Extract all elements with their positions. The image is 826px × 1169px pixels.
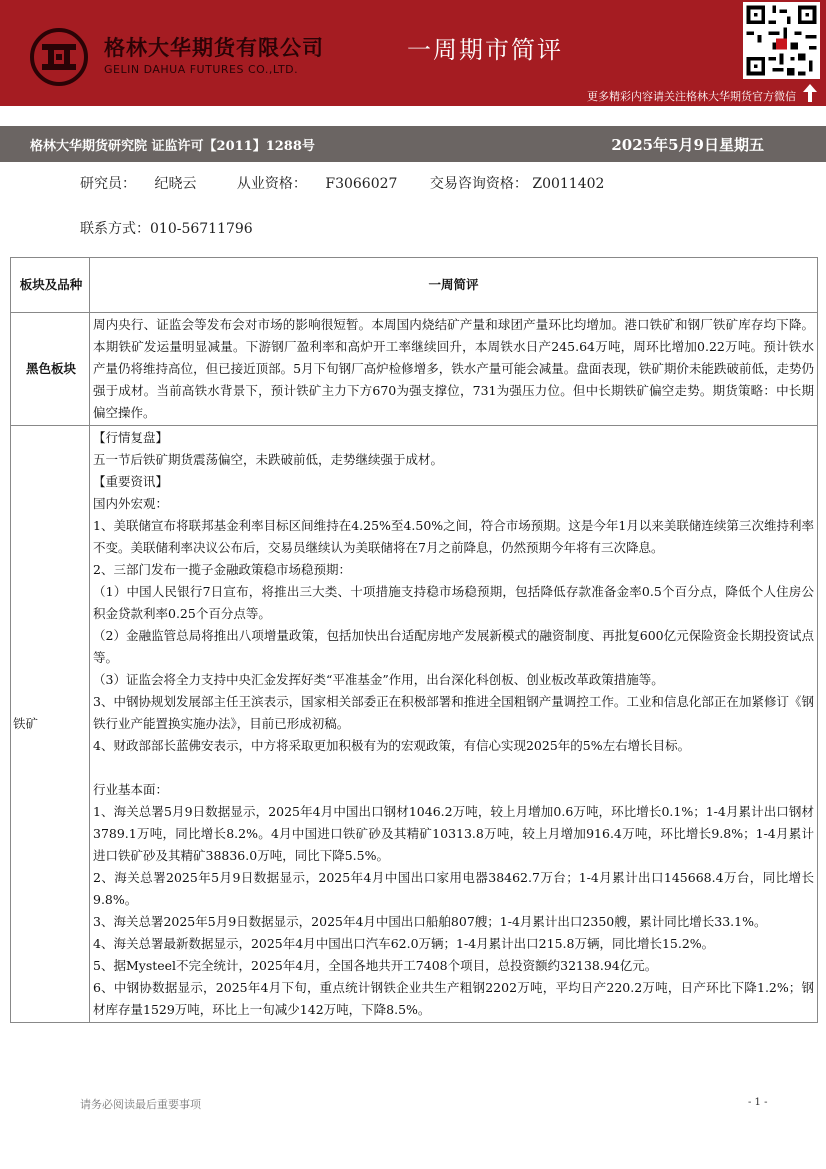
researcher-name: 纪晓云 <box>154 176 197 192</box>
black-sector-review: 周内央行、证监会等发布会对市场的影响很短暂。本周国内烧结矿产量和球团产量环比均增加。港口铁矿和钢厂铁矿库存均下降。本期铁矿发运量明显减量。下游钢厂盈利率和高炉开工率继续回升，本周铁水日产245.64万吨，周环比增加0.22万吨。预计铁水产量仍将维持高位，但已接近顶部。5月下旬钢厂高炉检修增多，铁水产量可能会减量。盘面表现，铁矿期价未能跌破前低，走势仍强于成材。当前高铁水背景下，预计铁矿主力下方670为强支撑位，731为强压力位。但中长期铁矿偏空走势。期货策略：中长期偏空操作。 <box>90 313 818 426</box>
institute-bar <box>0 126 826 162</box>
footer-notice: 请务必阅读最后重要事项 <box>80 1098 201 1111</box>
paragraph: 1、美联储宣布将联邦基金利率目标区间维持在4.25%至4.50%之间，符合市场预期。这是今年1月以来美联储连续第三次维持利率不变。美联储利率决议公布后，交易员继续认为美联储将在7月之前降息，仍然预期今年将有三次降息。 <box>93 518 814 555</box>
paragraph: 1、海关总署5月9日数据显示，2025年4月中国出口钢材1046.2万吨，较上月增加0.6万吨，环比增长0.1%；1-4月累计出口钢材3789.1万吨，同比增长8.2%。4月中国进口铁矿砂及其精矿10313.8万吨，较上月增加916.4万吨，环比增长9.8%；1-4月累计进口铁矿砂及其精矿38836.0万吨，同比下降5.5%。 <box>93 804 814 863</box>
wechat-qr-code-icon <box>743 2 820 79</box>
paragraph: 5、据Mysteel不完全统计，2025年4月，全国各地共开工7408个项目，总投资额约32138.94亿元。 <box>93 958 658 973</box>
page-number: - 1 - <box>748 1097 768 1108</box>
weekly-review-table <box>10 257 818 1023</box>
company-logo-icon <box>30 28 88 86</box>
paragraph: 3、中钢协规划发展部主任王滨表示，国家相关部委正在积极部署和推进全国粗钢产量调控工作。工业和信息化部正在加紧修订《钢铁行业产能置换实施办法》，目前已形成初稿。 <box>93 694 814 731</box>
paragraph: 【行情复盘】 <box>93 430 169 445</box>
table-header-row <box>11 258 818 313</box>
iron-ore-review <box>90 426 818 1023</box>
company-name-en: GELIN DAHUA FUTURES CO.,LTD. <box>104 63 299 76</box>
paragraph: 【重要资讯】 <box>93 474 169 489</box>
paragraph: 国内外宏观： <box>93 496 169 511</box>
report-title: 一周期市简评 <box>407 36 563 64</box>
paragraph: 五一节后铁矿期货震荡偏空，未跌破前低，走势继续强于成材。 <box>93 452 444 467</box>
paragraph: （3）证监会将全力支持中央汇金发挥好类“平准基金”作用，出台深化科创板、创业板改革政策措施等。 <box>93 672 664 687</box>
paragraph: （1）中国人民银行7日宣布，将推出三大类、十项措施支持稳市场稳预期，包括降低存款准备金率0.5个百分点，降低个人住房公积金贷款利率0.25个百分点等。 <box>93 584 814 621</box>
researcher-label: 研究员： <box>80 176 136 192</box>
paragraph: 3、海关总署2025年5月9日数据显示，2025年4月中国出口船舶807艘；1-4月累计出口2350艘，累计同比增长33.1%。 <box>93 914 767 929</box>
paragraph: 4、海关总署最新数据显示，2025年4月中国出口汽车62.0万辆；1-4月累计出口215.8万辆，同比增长15.2%。 <box>93 936 715 951</box>
paragraph: 行业基本面： <box>93 782 169 797</box>
contact-info: 联系方式：010-56711796 <box>80 221 253 237</box>
follow-wechat-text: 更多精彩内容请关注格林大华期货官方微信 <box>587 90 796 103</box>
paragraph: 2、海关总署2025年5月9日数据显示，2025年4月中国出口家用电器38462.7万台；1-4月累计出口145668.4万台，同比增长9.8%。 <box>93 870 814 907</box>
paragraph: 4、财政部部长蓝佛安表示，中方将采取更加积极有为的宏观政策，有信心实现2025年的5%左右增长目标。 <box>93 738 691 753</box>
header-banner <box>0 0 826 106</box>
category-black: 黑色板块 <box>11 313 90 426</box>
arrow-up-icon <box>803 84 817 102</box>
header-sector: 板块及品种 <box>11 258 90 313</box>
consulting-label: 交易咨询资格： <box>429 176 528 192</box>
table-row <box>11 426 818 1023</box>
paragraph: 2、三部门发布一揽子金融政策稳市场稳预期： <box>93 562 351 577</box>
header-review: 一周简评 <box>90 258 818 313</box>
paragraph-spacer <box>93 757 814 779</box>
table-row <box>11 313 818 426</box>
researcher-info <box>80 173 604 193</box>
paragraph: （2）金融监管总局将推出八项增量政策，包括加快出台适配房地产发展新模式的融资制度、再批复600亿元保险资金长期投资试点等。 <box>93 628 814 665</box>
report-date: 2025年5月9日星期五 <box>611 136 764 154</box>
qualification-number: F3066027 <box>325 176 398 192</box>
consulting-number: Z0011402 <box>532 176 605 192</box>
institute-license: 格林大华期货研究院 证监许可【2011】1288号 <box>30 139 315 154</box>
company-name-cn: 格林大华期货有限公司 <box>104 36 324 60</box>
qualification-label: 从业资格： <box>236 176 307 192</box>
category-iron-ore: 铁矿 <box>11 426 90 1023</box>
paragraph: 6、中钢协数据显示，2025年4月下旬，重点统计钢铁企业共生产粗钢2202万吨，平均日产220.2万吨，日产环比下降1.2%；钢材库存量1529万吨，环比上一旬减少142万吨，下降8.5%。 <box>93 980 814 1017</box>
